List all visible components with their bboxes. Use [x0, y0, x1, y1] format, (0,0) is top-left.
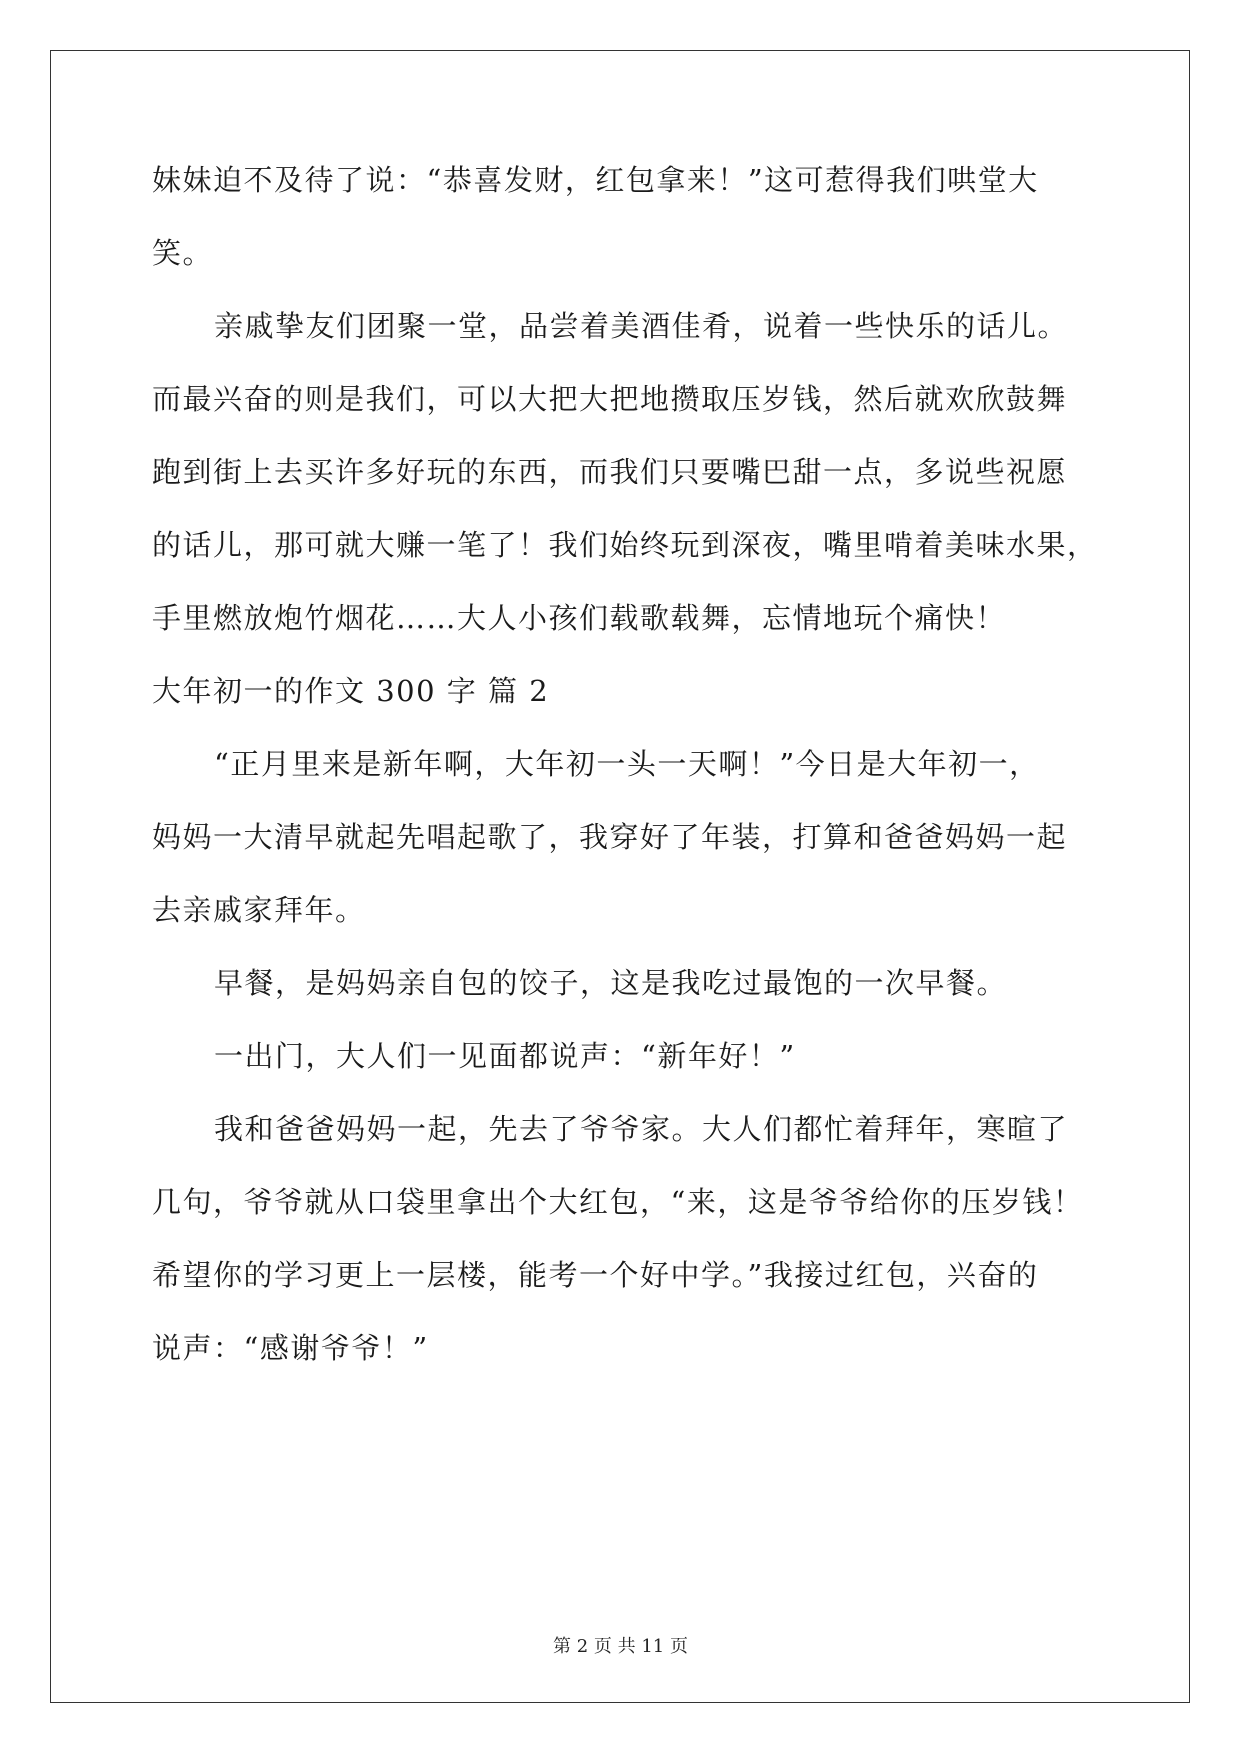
page-number: 第 2 页 共 11 页: [553, 1636, 688, 1657]
text-line: 说声：“感谢爷爷！”: [152, 1331, 429, 1365]
text-line: 一出门，大人们一见面都说声：“新年好！”: [214, 1039, 796, 1073]
text-line: 希望你的学习更上一层楼，能考一个好中学。”我接过红包，兴奋的: [152, 1258, 1039, 1292]
text-line: 亲戚挚友们团聚一堂，品尝着美酒佳肴，说着一些快乐的话儿。: [214, 309, 1069, 343]
text-line: 而最兴奋的则是我们，可以大把大把地攒取压岁钱，然后就欢欣鼓舞: [152, 382, 1068, 416]
text-line: 的话儿，那可就大赚一笔了！我们始终玩到深夜，嘴里啃着美味水果，: [152, 528, 1098, 562]
text-line: 早餐，是妈妈亲自包的饺子，这是我吃过最饱的一次早餐。: [214, 966, 1008, 1000]
text-line: 妹妹迫不及待了说：“恭喜发财，红包拿来！”这可惹得我们哄堂大: [152, 163, 1039, 197]
page-border: [50, 50, 1190, 1703]
text-line: 跑到街上去买许多好玩的东西，而我们只要嘴巴甜一点，多说些祝愿: [152, 455, 1068, 489]
text-line: 去亲戚家拜年。: [152, 893, 366, 927]
text-line: “正月里来是新年啊，大年初一头一天啊！”今日是大年初一，: [214, 747, 1040, 781]
text-line: 我和爸爸妈妈一起，先去了爷爷家。大人们都忙着拜年，寒暄了: [214, 1112, 1069, 1146]
text-line: 妈妈一大清早就起先唱起歌了，我穿好了年装，打算和爸爸妈妈一起: [152, 820, 1068, 854]
text-line: 笑。: [152, 236, 214, 270]
text-line: 手里燃放炮竹烟花……大人小孩们载歌载舞，忘情地玩个痛快！: [152, 601, 1007, 635]
section-heading: 大年初一的作文 300 字 篇 2: [152, 674, 550, 708]
text-line: 几句，爷爷就从口袋里拿出个大红包，“来，这是爷爷给你的压岁钱！: [152, 1185, 1084, 1219]
